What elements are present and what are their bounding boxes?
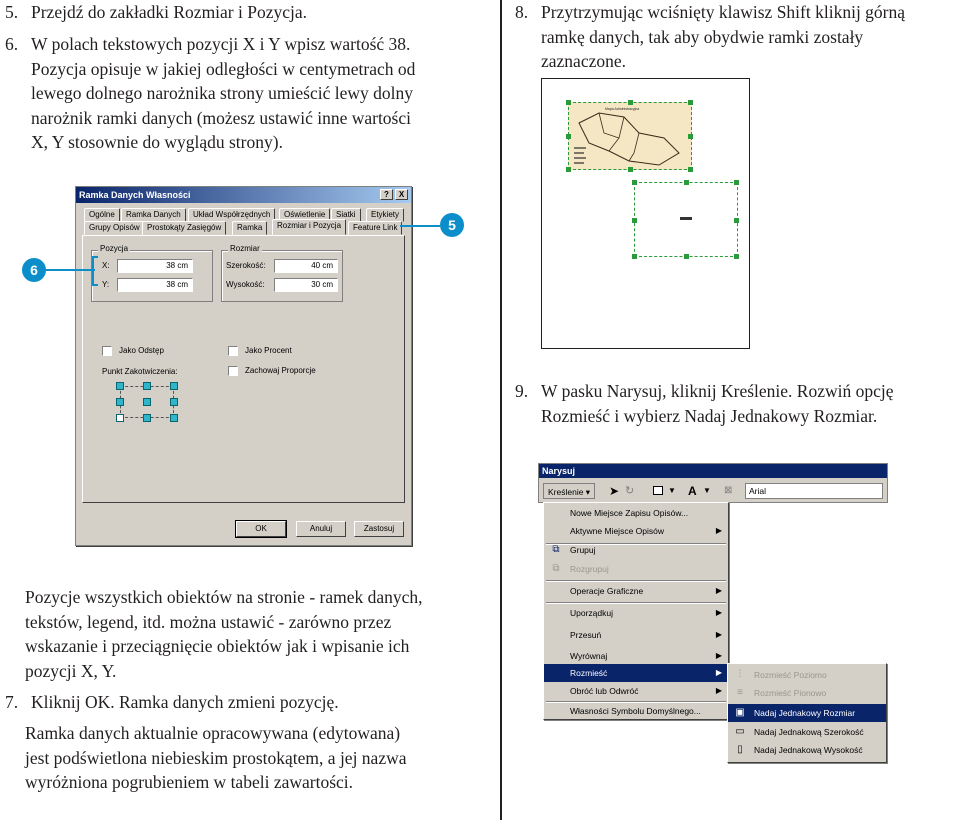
menu-item-ungroup[interactable] <box>544 560 728 578</box>
note-text: Ramka danych aktualnie opracowywana (edytowana) <box>25 723 401 743</box>
new-text-icon[interactable]: ⊠ <box>724 485 733 496</box>
step-number: 9. <box>515 381 529 401</box>
same-width-icon: ▭ <box>735 726 745 737</box>
ok-button[interactable]: OK <box>236 521 286 537</box>
keep-ratio-label: Zachowaj Proporcje <box>245 366 316 375</box>
close-button[interactable]: X <box>395 189 408 200</box>
selection-handle[interactable] <box>566 134 571 139</box>
selection-handle[interactable] <box>566 100 571 105</box>
step-7 <box>5 690 475 715</box>
selection-handle[interactable] <box>688 134 693 139</box>
menu-item-label: Rozmieść Pionowo <box>754 688 827 698</box>
menu-item-label: Grupuj <box>570 545 596 555</box>
selection-handle[interactable] <box>632 218 637 223</box>
top-data-frame[interactable] <box>568 102 692 170</box>
tab-grupy-opisow[interactable]: Grupy Opisów <box>84 221 145 235</box>
width-label: Szerokość: <box>226 261 266 270</box>
as-offset-label: Jako Odstęp <box>119 346 164 355</box>
submenu-item-distribute-horizontally[interactable] <box>728 666 886 684</box>
selection-handle[interactable] <box>688 167 693 172</box>
y-label: Y: <box>102 280 110 289</box>
menu-item-align[interactable] <box>544 647 728 665</box>
step-number: 6. <box>5 34 19 54</box>
chevron-down-icon[interactable]: ▼ <box>668 486 676 495</box>
step-text: W pasku Narysuj, kliknij Kreślenie. Rozwiń opcję <box>541 381 894 401</box>
anchor-point[interactable] <box>116 382 124 390</box>
step-text: Kliknij OK. Ramka danych zmieni pozycję. <box>31 692 339 712</box>
selection-handle[interactable] <box>566 167 571 172</box>
submenu-item-make-same-width[interactable] <box>728 723 886 741</box>
step-text: narożnik ramki danych (możesz ustawić inne wartości <box>31 107 412 128</box>
note-text: jest podświetlona niebieskim prostokątem, a jej nazwa <box>25 747 407 768</box>
step-5 <box>5 0 475 25</box>
submenu-arrow-icon: ▶ <box>715 630 722 639</box>
selection-handle[interactable] <box>628 100 633 105</box>
submenu-arrow-icon: ▶ <box>715 686 722 695</box>
chevron-down-icon[interactable]: ▼ <box>703 486 711 495</box>
anchor-point[interactable] <box>170 414 178 422</box>
menu-item-label: Obróć lub Odwróć <box>570 686 639 696</box>
step-number: 8. <box>515 2 529 22</box>
selection-handle[interactable] <box>684 180 689 185</box>
tab-oswietlenie[interactable]: Oświetlenie <box>279 208 330 222</box>
anchor-point[interactable] <box>170 382 178 390</box>
cancel-button[interactable]: Anuluj <box>296 521 346 537</box>
menu-item-group[interactable] <box>544 541 728 559</box>
help-button[interactable]: ? <box>380 189 393 200</box>
menu-item-active-annotation-target[interactable] <box>544 522 728 540</box>
size-group <box>221 244 343 302</box>
selection-handle[interactable] <box>632 254 637 259</box>
tab-prostokaty-zasiegow[interactable]: Prostokąty Zasięgów <box>142 221 226 235</box>
distribute-submenu <box>727 663 887 763</box>
layout-page-preview <box>541 78 750 349</box>
group-label: Rozmiar <box>230 244 260 253</box>
selection-handle[interactable] <box>734 218 739 223</box>
as-percent-checkbox[interactable] <box>228 346 238 356</box>
anchor-point[interactable] <box>143 414 151 422</box>
rectangle-icon[interactable] <box>653 486 663 495</box>
submenu-arrow-icon: ▶ <box>715 608 722 617</box>
callout-5: 5 <box>440 213 464 237</box>
note-text: pozycji X, Y. <box>25 660 117 681</box>
anchor-point[interactable] <box>143 398 151 406</box>
callout-line-6 <box>45 269 95 271</box>
x-label: X: <box>102 261 110 270</box>
tab-ramka[interactable]: Ramka <box>232 221 267 235</box>
step-9 <box>515 379 960 428</box>
width-field[interactable]: 40 cm <box>274 259 338 273</box>
submenu-item-make-same-height[interactable] <box>728 741 886 759</box>
data-frame-properties-dialog <box>75 186 412 546</box>
group-label: Pozycja <box>100 244 129 253</box>
as-offset-checkbox[interactable] <box>102 346 112 356</box>
selection-handle[interactable] <box>684 254 689 259</box>
tab-siatki[interactable]: Siatki <box>331 208 361 222</box>
note-text: Pozycje wszystkich obiektów na stronie - ramek danych, <box>25 587 423 607</box>
height-label: Wysokość: <box>226 280 265 289</box>
step-number: 7. <box>5 692 19 712</box>
menu-item-order[interactable] <box>544 604 728 622</box>
distribute-vertically-icon: ≡ <box>737 687 743 698</box>
menu-item-label: Przesuń <box>570 630 602 640</box>
dialog-title: Ramka Danych Własności <box>79 190 191 200</box>
step-text: Przytrzymując wciśnięty klawisz Shift kliknij górną <box>541 2 906 22</box>
step-text: zaznaczone. <box>541 51 626 72</box>
submenu-item-make-same-size[interactable] <box>728 704 886 722</box>
group-icon: ⧉ <box>552 544 560 555</box>
column-divider <box>500 0 502 820</box>
menu-item-label: Operacje Graficzne <box>570 586 644 596</box>
menu-item-label: Nadaj Jednakową Wysokość <box>754 745 863 755</box>
note-text: wskazanie i przeciągnięcie obiektów jak i wpisanie ich <box>25 636 410 657</box>
menu-item-graphic-operations[interactable] <box>544 582 728 600</box>
submenu-arrow-icon: ▶ <box>715 526 722 535</box>
selection-handle[interactable] <box>688 100 693 105</box>
submenu-arrow-icon: ▶ <box>715 668 722 677</box>
menu-item-label: Rozgrupuj <box>570 564 609 574</box>
anchor-point-selected[interactable] <box>116 414 124 422</box>
selection-handle[interactable] <box>734 254 739 259</box>
tab-ramka-danych[interactable]: Ramka Danych <box>121 208 186 222</box>
tab-panel <box>82 235 405 503</box>
menu-item-label: Uporządkuj <box>570 608 613 618</box>
dialog-title-bar <box>76 187 411 203</box>
menu-item-distribute[interactable] <box>544 664 728 682</box>
step-text: W polach tekstowych pozycji X i Y wpisz wartość 38. <box>31 34 411 54</box>
menu-item-default-symbol-properties[interactable] <box>544 702 728 720</box>
anchor-point[interactable] <box>143 382 151 390</box>
drawing-dropdown[interactable]: Kreślenie ▾ <box>543 483 595 499</box>
toolbar-title: Narysuj <box>539 464 887 478</box>
rotate-icon[interactable]: ↻ <box>625 485 635 497</box>
selection-handle[interactable] <box>734 180 739 185</box>
menu-item-label: Rozmieść <box>570 668 608 678</box>
callout-bracket-6 <box>92 256 98 286</box>
step-text: Przejdź do zakładki Rozmiar i Pozycja. <box>31 2 308 22</box>
tab-ogolne[interactable]: Ogólne <box>84 208 120 222</box>
tab-feature-link[interactable]: Feature Link <box>348 221 402 235</box>
anchor-point-label: Punkt Zakotwiczenia: <box>102 367 178 376</box>
selection-handle[interactable] <box>632 180 637 185</box>
submenu-arrow-icon: ▶ <box>715 586 722 595</box>
ungroup-icon: ⧉ <box>552 563 560 574</box>
height-field[interactable]: 30 cm <box>274 278 338 292</box>
position-group <box>91 244 213 302</box>
callout-6: 6 <box>22 258 46 282</box>
step-6 <box>5 32 485 155</box>
map-drawing <box>569 103 691 169</box>
distribute-horizontally-icon: ⫶ <box>738 669 742 680</box>
tab-etykiety[interactable]: Etykiety <box>366 208 404 222</box>
step-text: X, Y stosownie do wyglądu strony). <box>31 132 283 153</box>
step-8 <box>515 0 960 74</box>
draw-toolbar <box>538 463 888 503</box>
menu-item-label: Aktywne Miejsce Opisów <box>570 526 665 536</box>
note-highlight <box>25 721 495 795</box>
menu-item-label: Rozmieść Poziomo <box>754 670 827 680</box>
select-pointer-icon[interactable]: ➤ <box>609 484 620 498</box>
anchor-point[interactable] <box>116 398 124 406</box>
menu-item-label: Własności Symbolu Domyślnego... <box>570 706 701 716</box>
bottom-data-frame[interactable] <box>634 182 738 257</box>
step-text: lewego dolnego narożnika strony umieścić lewy dolny <box>31 83 413 104</box>
submenu-arrow-icon: ▶ <box>715 651 722 660</box>
menu-item-label: Wyrównaj <box>570 651 608 661</box>
keep-ratio-checkbox[interactable] <box>228 366 238 376</box>
font-select[interactable]: Arial <box>745 483 883 499</box>
submenu-item-distribute-vertically[interactable] <box>728 684 886 702</box>
x-field[interactable]: 38 cm <box>117 259 193 273</box>
note-positions <box>25 585 495 683</box>
menu-item-new-annotation-target[interactable] <box>544 504 728 522</box>
note-text: tekstów, legend, itd. można ustawić - zarówno przez <box>25 611 392 632</box>
same-size-icon: ▣ <box>735 707 745 718</box>
anchor-point[interactable] <box>170 398 178 406</box>
note-text: wyróżniona pogrubieniem w tabeli zawartości. <box>25 772 354 793</box>
tab-rozmiar-i-pozycja[interactable]: Rozmiar i Pozycja <box>272 219 346 235</box>
empty-frame-label <box>680 217 692 220</box>
tab-uklad-wspolrzednych[interactable]: Układ Współrzędnych <box>188 208 275 222</box>
map-title: Mapa Administracyjna <box>605 107 640 111</box>
step-text: Pozycja opisuje w jakiej odległości w centymetrach od <box>31 58 416 79</box>
menu-item-nudge[interactable] <box>544 626 728 644</box>
text-tool-icon[interactable]: A <box>688 484 697 498</box>
step-text: ramkę danych, tak aby obydwie ramki zostały <box>541 26 864 47</box>
menu-item-rotate-flip[interactable] <box>544 682 728 700</box>
same-height-icon: ▯ <box>737 744 743 755</box>
menu-item-label: Nadaj Jednakowy Rozmiar <box>754 708 856 718</box>
callout-line-5 <box>400 225 440 227</box>
menu-item-label: Nowe Miejsce Zapisu Opisów... <box>570 508 689 518</box>
y-field[interactable]: 38 cm <box>117 278 193 292</box>
apply-button[interactable]: Zastosuj <box>354 521 404 537</box>
menu-item-label: Nadaj Jednakową Szerokość <box>754 727 864 737</box>
as-percent-label: Jako Procent <box>245 346 292 355</box>
step-text: Rozmieść i wybierz Nadaj Jednakowy Rozmiar. <box>541 405 878 426</box>
step-number: 5. <box>5 2 19 22</box>
anchor-grid[interactable] <box>116 382 182 422</box>
drawing-menu <box>543 502 729 720</box>
selection-handle[interactable] <box>628 167 633 172</box>
